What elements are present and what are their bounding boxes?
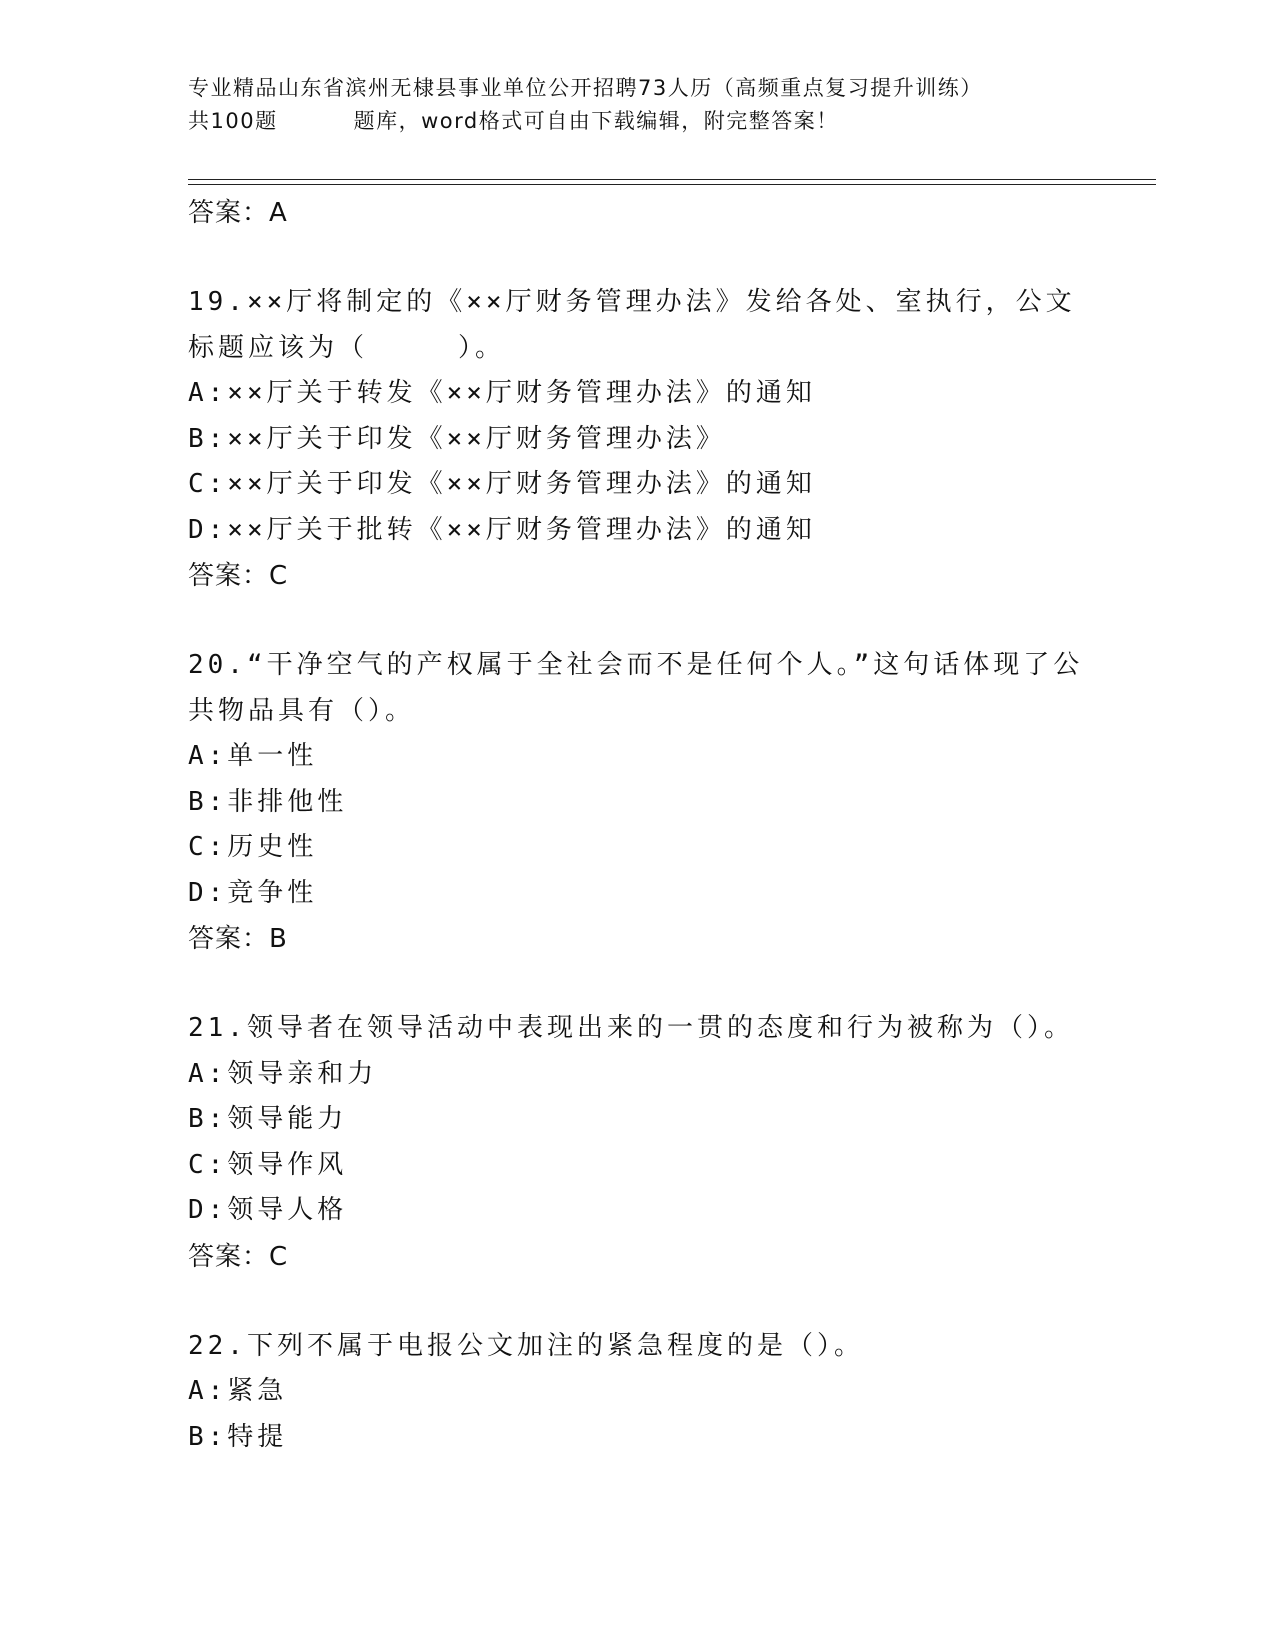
question-19 (188, 280, 1108, 599)
header-rule-top (188, 179, 1156, 180)
option-a: A:紧急 (188, 1376, 288, 1406)
question-text: 20.“干净空气的产权属于全社会而不是任何个人。”这句话体现了公 (188, 650, 1084, 680)
option-c: C:领导作风 (188, 1149, 348, 1180)
option-c: C:历史性 (188, 832, 318, 862)
question-21 (188, 1006, 1108, 1280)
question-text: 共物品具有（）。 (188, 695, 416, 726)
header-line-1: 专业精品山东省滨州无棣县事业单位公开招聘73人历（高频重点复习提升训练） (188, 76, 983, 100)
spacer (188, 236, 1108, 280)
option-b: B:特提 (188, 1421, 288, 1452)
answer: 答案：C (188, 1241, 289, 1272)
option-b: B:领导能力 (188, 1104, 348, 1134)
option-b: B:非排他性 (188, 786, 348, 817)
header-question-count: 共100题 (188, 109, 278, 133)
question-20 (188, 643, 1108, 962)
answer: 答案：C (188, 561, 289, 591)
question-text: 21.领导者在领导活动中表现出来的一贯的态度和行为被称为（）。 (188, 1013, 1074, 1043)
question-text: 22.下列不属于电报公文加注的紧急程度的是（）。 (188, 1330, 864, 1361)
page-header (188, 72, 1148, 138)
option-c: C:××厅关于印发《××厅财务管理办法》的通知 (188, 469, 816, 499)
option-b: B:××厅关于印发《××厅财务管理办法》 (188, 423, 726, 454)
option-a: A:领导亲和力 (188, 1058, 378, 1089)
header-description: 题库，word格式可自由下载编辑，附完整答案！ (353, 109, 839, 133)
header-line-2 (188, 105, 1148, 138)
option-d: D:领导人格 (188, 1195, 348, 1225)
option-a: A:单一性 (188, 741, 318, 771)
question-text: 19.××厅将制定的《××厅财务管理办法》发给各处、室执行，公文 (188, 287, 1076, 317)
question-text: 标题应该为（ ）。 (188, 332, 506, 363)
option-d: D:××厅关于批转《××厅财务管理办法》的通知 (188, 514, 816, 545)
question-list (188, 190, 1108, 1460)
spacer (188, 599, 1108, 643)
option-d: D:竞争性 (188, 877, 318, 908)
header-rule-bottom (188, 184, 1156, 185)
option-a: A:××厅关于转发《××厅财务管理办法》的通知 (188, 378, 816, 408)
spacer (188, 1280, 1108, 1324)
answer: 答案：B (188, 924, 288, 954)
previous-answer: 答案：A (188, 198, 288, 228)
spacer (188, 962, 1108, 1006)
question-22 (188, 1324, 1108, 1461)
